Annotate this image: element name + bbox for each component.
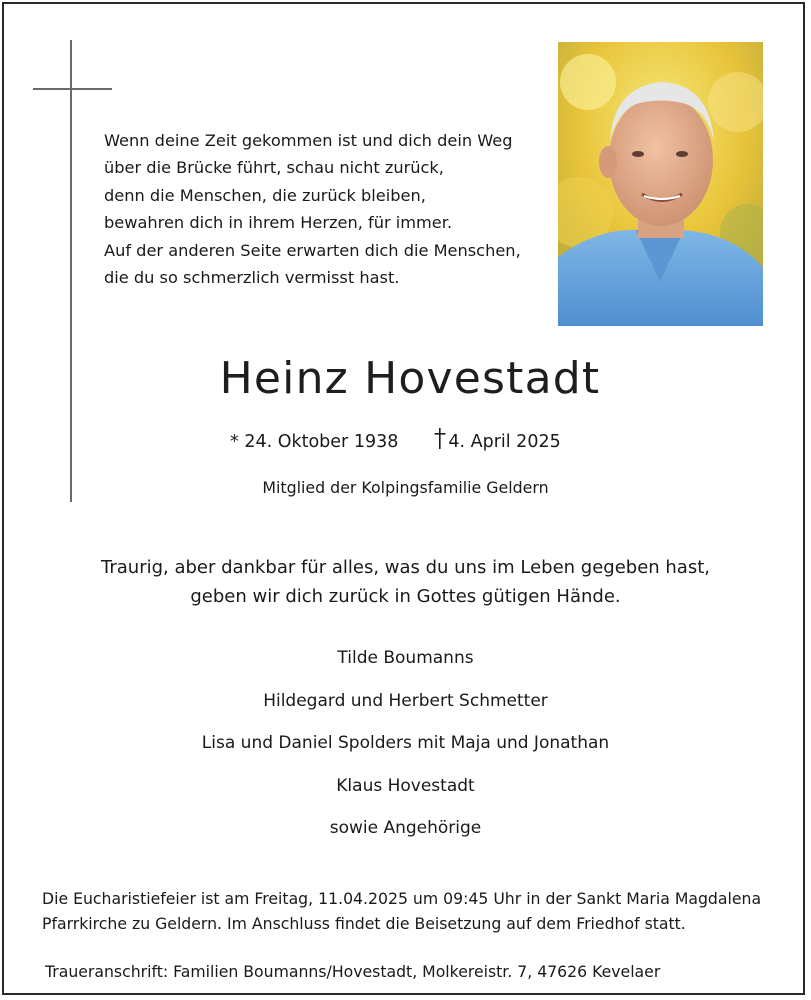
mourning-address: Traueranschrift: Familien Boumanns/Hovestadt, Molkereistr. 7, 47626 Kevelaer [45, 962, 661, 981]
life-dates [230, 428, 561, 452]
service-line: Pfarrkirche zu Geldern. Im Anschluss findet die Beisetzung auf dem Friedhof statt. [42, 914, 686, 933]
cross-icon-vertical [70, 40, 72, 502]
family-member: sowie Angehörige [329, 818, 482, 838]
mourning-line: Traurig, aber dankbar für alles, was du uns im Leben gegeben hast, [101, 557, 710, 578]
mourning-line: geben wir dich zurück in Gottes gütigen Hände. [190, 586, 621, 607]
portrait-photo [558, 42, 763, 326]
deceased-name: Heinz Hovestadt [219, 353, 601, 404]
death-date: 4. April 2025 [448, 432, 561, 452]
service-line: Die Eucharistiefeier ist am Freitag, 11.04.2025 um 09:45 Uhr in der Sankt Maria Magdalena [42, 889, 762, 908]
family-member: Tilde Boumanns [337, 648, 474, 668]
family-list [0, 645, 811, 858]
death-date-group [434, 432, 560, 452]
mourning-text [0, 553, 811, 611]
birth-date: * 24. Oktober 1938 [230, 432, 399, 452]
dagger-icon [434, 428, 446, 449]
poem-line: Wenn deine Zeit gekommen ist und dich dein Weg [104, 131, 513, 150]
family-member: Hildegard und Herbert Schmetter [263, 690, 548, 711]
cross-icon-horizontal [33, 88, 112, 90]
service-info [42, 886, 782, 936]
poem-line: denn die Menschen, die zurück bleiben, [104, 185, 426, 205]
family-member: Klaus Hovestadt [336, 775, 475, 796]
poem [104, 127, 544, 291]
poem-line: bewahren dich in ihrem Herzen, für immer. [104, 213, 453, 233]
family-member: Lisa und Daniel Spolders mit Maja und Jonathan [201, 733, 610, 753]
membership: Mitglied der Kolpingsfamilie Geldern [262, 478, 549, 497]
poem-line: Auf der anderen Seite erwarten dich die Menschen, [104, 240, 521, 260]
poem-line: die du so schmerzlich vermisst hast. [104, 268, 400, 288]
poem-line: über die Brücke führt, schau nicht zurück, [104, 158, 444, 178]
